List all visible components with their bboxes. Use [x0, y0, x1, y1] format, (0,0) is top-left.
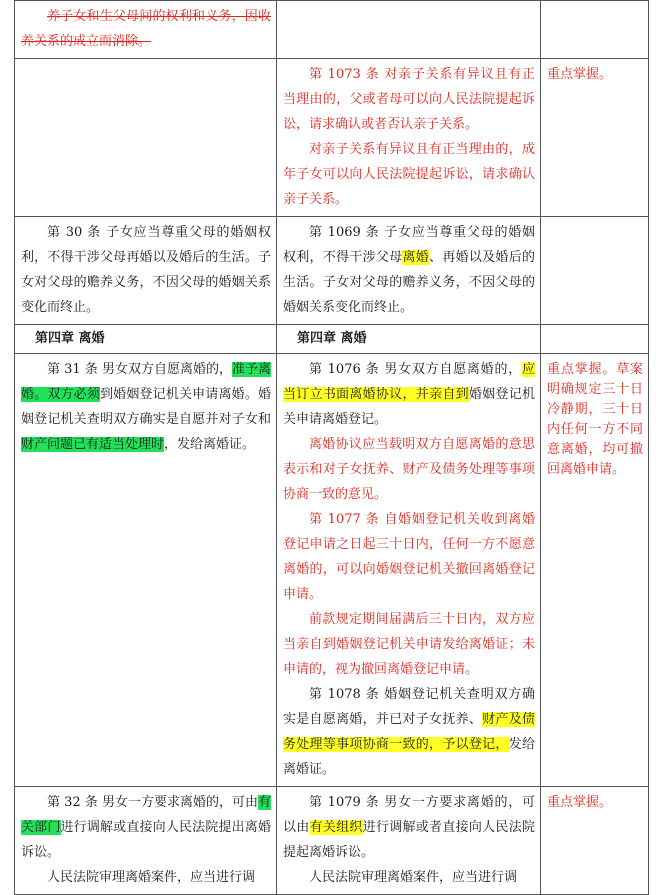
text-segment: 进行调解或者直接向人民法院提起离婚诉讼。 — [283, 820, 535, 860]
article-1079 — [283, 790, 535, 865]
article-1069 — [283, 220, 535, 320]
text-segment: 第 1069 条 子女应当尊重父母的婚姻权利，不得干涉父母 — [283, 225, 535, 265]
article-1076-para-2: 离婚协议应当载明双方自愿离婚的意思表示和对子女抚养、财产及债务处理等事项协商一致的意见。 — [283, 437, 535, 502]
article-32-para-2: 人民法院审理离婚案件，应当进行调 — [47, 870, 256, 885]
table-row — [15, 1, 649, 59]
new-law-cell — [277, 59, 541, 217]
text-segment: 第 1076 条 男女双方自愿离婚的， — [309, 362, 522, 377]
text-segment: 第 31 条 男女双方自愿离婚的， — [47, 362, 232, 377]
article-1077-para-2: 前款规定期间届满后三十日内，双方应当亲自到婚姻登记机关申请发给离婚证；未申请的，视为撤回离婚登记申请。 — [283, 612, 535, 677]
note-cell: 重点掌握。 — [541, 787, 649, 895]
article-30: 第 30 条 子女应当尊重父母的婚姻权利，不得干涉父母再婚以及婚后的生活。子女对父母的赡养义务，不因父母的婚姻关系变化而终止。 — [21, 225, 271, 315]
article-32 — [21, 790, 271, 865]
table-row — [15, 59, 649, 217]
highlight-green: 有关部门 — [21, 795, 271, 835]
note-cell — [541, 217, 649, 325]
old-law-cell — [15, 1, 277, 59]
text-segment: 进行调解或直接向人民法院提出离婚诉讼。 — [21, 820, 271, 860]
note-cell: 重点掌握。 — [541, 59, 649, 217]
new-law-cell — [277, 787, 541, 895]
highlight-yellow: 应当订立书面离婚协议，并亲自到 — [283, 362, 535, 402]
text-segment: 发给离婚证。 — [283, 737, 535, 777]
note-cell — [541, 1, 649, 59]
table-row — [15, 787, 649, 895]
text-segment: 第 32 条 男女一方要求离婚的，可由 — [47, 795, 258, 810]
text-segment: ，发给离婚证。 — [164, 437, 256, 452]
highlight-yellow: 有关组织 — [309, 820, 363, 835]
note-cell: 重点掌握。草案明确规定三十日冷静期，三十日内任何一方不同意离婚，均可撤回离婚申请。 — [541, 354, 649, 787]
chapter-row — [15, 325, 649, 354]
law-comparison-table — [14, 0, 649, 895]
highlight-yellow: 离婚 — [402, 250, 430, 265]
old-law-cell — [15, 59, 277, 217]
chapter-heading-old: 第四章 离婚 — [15, 325, 277, 354]
text-segment: 第 1078 条 婚姻登记机关查明双方确实是自愿离婚，并已对子女抚养、 — [283, 687, 535, 727]
highlight-green: 财产问题已有适当处理时 — [21, 437, 165, 452]
article-1073-para-2: 对亲子关系有异议且有正当理由的，成年子女可以向人民法院提起诉讼，请求确认亲子关系。 — [283, 142, 535, 207]
chapter-heading-new: 第四章 离婚 — [277, 325, 541, 354]
highlight-yellow: 财产及债务处理等事项协商一致的，予以登记， — [283, 712, 535, 752]
article-1073: 第 1073 条 对亲子关系有异议且有正当理由的，父或者母可以向人民法院提起诉讼，请求确认或者否认亲子关系。 — [283, 67, 535, 132]
highlight-green: 准予离婚。双方必须 — [21, 362, 271, 402]
note-cell — [541, 325, 649, 354]
deleted-clause: 养子女和生父母间的权利和义务，因收养关系的成立而消除。 — [21, 9, 271, 49]
article-1077: 第 1077 条 自婚姻登记机关收到离婚登记申请之日起三十日内，任何一方不愿意离婚的，可以向婚姻登记机关撤回离婚登记申请。 — [283, 512, 535, 602]
old-law-cell — [15, 354, 277, 787]
table-row — [15, 217, 649, 325]
table-row — [15, 354, 649, 787]
text-segment: 到婚姻登记机关申请离婚。婚姻登记机关查明双方确实是自愿并对子女和 — [21, 387, 271, 427]
article-1078 — [283, 682, 535, 782]
old-law-cell — [15, 787, 277, 895]
article-31 — [21, 357, 271, 457]
comparison-page — [14, 0, 648, 895]
new-law-cell — [277, 217, 541, 325]
text-segment: 婚姻登记机关申请离婚登记。 — [283, 387, 535, 427]
text-segment: 第 1079 条 男女一方要求离婚的，可以由 — [283, 795, 535, 835]
article-1076 — [283, 357, 535, 432]
new-law-cell — [277, 354, 541, 787]
new-law-cell — [277, 1, 541, 59]
text-segment: 、再婚以及婚后的生活。子女对父母的赡养义务，不因父母的婚姻关系变化而终止。 — [283, 250, 535, 315]
article-1079-para-2: 人民法院审理离婚案件，应当进行调 — [309, 870, 518, 885]
old-law-cell — [15, 217, 277, 325]
